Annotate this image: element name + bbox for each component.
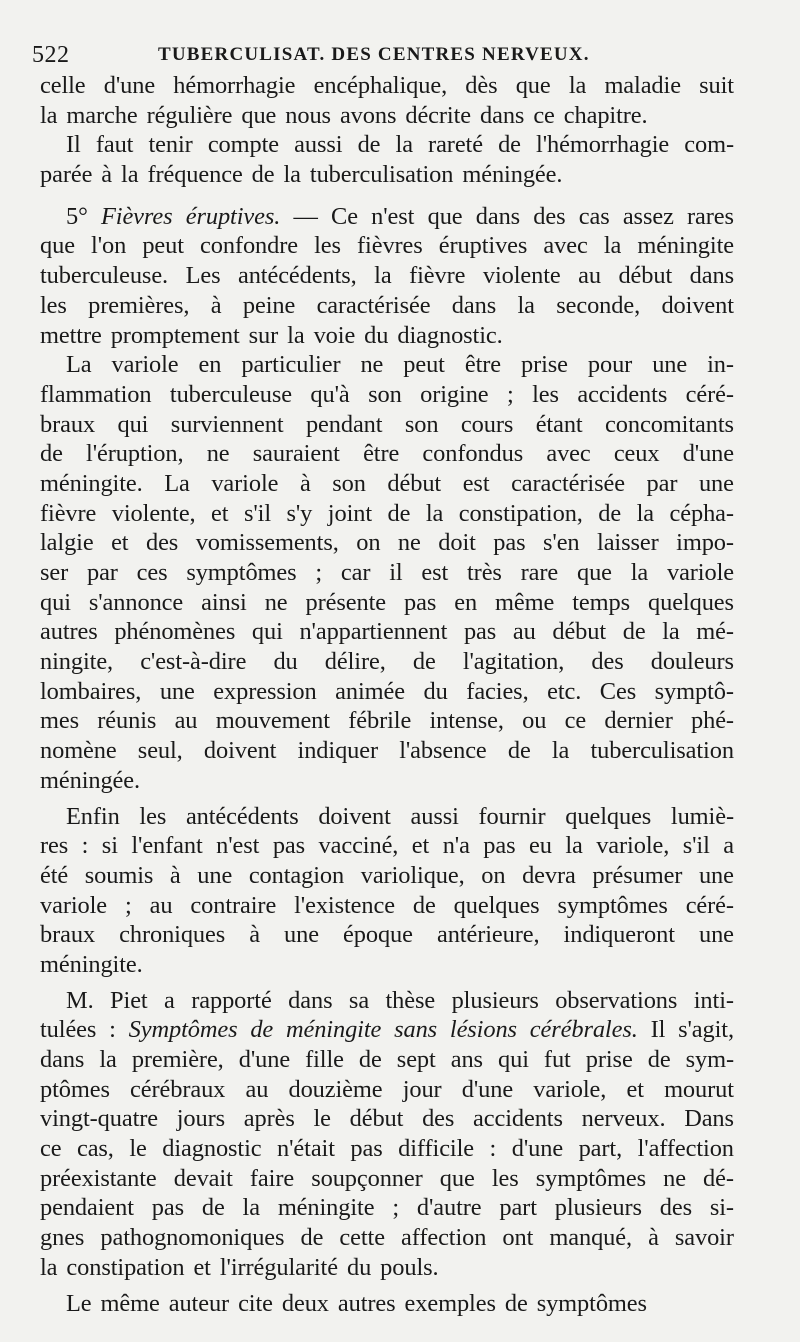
text-line: méningite. La variole à son début est caractérisée par une xyxy=(40,469,734,497)
text-line: vingt-quatre jours après le début des accidents nerveux. Dans xyxy=(40,1105,734,1133)
text-line: mes réunis au mouvement fébrile intense, ou ce dernier phé- xyxy=(40,707,734,735)
text-line: M. Piet a rapporté dans sa thèse plusieurs observations inti- xyxy=(66,986,734,1014)
text-line: la marche régulière que nous avons décrite dans ce chapitre. xyxy=(40,101,648,129)
running-head xyxy=(32,40,760,70)
text-line: ce cas, le diagnostic n'était pas difficile : d'une part, l'affection xyxy=(40,1135,734,1163)
text-line: nomène seul, doivent indiquer l'absence de la tuberculisation xyxy=(40,737,734,765)
text-line: 5° Fièvres éruptives. — Ce n'est que dans des cas assez rares xyxy=(66,202,734,230)
text-line: que l'on peut confondre les fièvres éruptives avec la méningite xyxy=(40,232,734,260)
text-line: gnes pathognomoniques de cette affection ont manqué, à savoir xyxy=(40,1224,734,1252)
text-line: de l'éruption, ne sauraient être confondus avec ceux d'une xyxy=(40,440,734,468)
page-number: 522 xyxy=(32,42,70,68)
text-line: autres phénomènes qui n'appartiennent pas au début de la mé- xyxy=(40,618,734,646)
text-line: braux qui surviennent pendant son cours étant concomitants xyxy=(40,410,734,438)
text-line: lalgie et des vomissements, on ne doit pas s'en laisser impo- xyxy=(40,529,734,557)
text-line: ser par ces symptômes ; car il est très rare que la variole xyxy=(40,559,734,586)
text-line: Le même auteur cite deux autres exemples de symptômes xyxy=(66,1289,647,1317)
text-line: préexistante devait faire soupçonner que les symptômes ne dé- xyxy=(40,1164,734,1192)
text-line: Il faut tenir compte aussi de la rareté de l'hémorrhagie com- xyxy=(66,131,734,159)
paragraph xyxy=(40,202,734,350)
text-line: parée à la fréquence de la tuberculisation méningée. xyxy=(40,161,563,189)
text-line: tuberculeuse. Les antécédents, la fièvre violente au début dans xyxy=(40,262,734,290)
text-line: La variole en particulier ne peut être prise pour une in- xyxy=(66,351,734,379)
text-line: celle d'une hémorrhagie encéphalique, dès que la maladie suit xyxy=(40,72,734,99)
text-line: braux chroniques à une époque antérieure, indiqueront une xyxy=(40,921,734,949)
text-line: ptômes cérébraux au douzième jour d'une variole, et mourut xyxy=(40,1075,734,1103)
text-line: variole ; au contraire l'existence de quelques symptômes céré- xyxy=(40,891,734,919)
text-line: qui s'annonce ainsi ne présente pas en même temps quelques xyxy=(40,588,734,616)
text-line: res : si l'enfant n'est pas vacciné, et n'a pas eu la variole, s'il a xyxy=(40,832,734,860)
text-line: été soumis à une contagion variolique, on devra présumer une xyxy=(40,861,734,889)
running-title: TUBERCULISAT. DES CENTRES NERVEUX. xyxy=(158,44,590,65)
paragraph xyxy=(40,71,734,130)
text-line: dans la première, d'une fille de sept ans qui fut prise de sym- xyxy=(40,1046,734,1073)
text-line: mettre promptement sur la voie du diagnostic. xyxy=(40,321,503,349)
paragraph xyxy=(40,350,734,795)
text-line: fièvre violente, et s'il s'y joint de la constipation, de la cépha- xyxy=(40,499,734,527)
text-line: la constipation et l'irrégularité du pouls. xyxy=(40,1253,439,1281)
paragraph xyxy=(40,130,734,189)
text-line: tulées : Symptômes de méningite sans lésions cérébrales. Il s'agit, xyxy=(40,1016,734,1044)
text-line: méningite. xyxy=(40,950,143,978)
body-text xyxy=(40,71,734,1318)
text-line: pendaient pas de la méningite ; d'autre part plusieurs des si- xyxy=(40,1194,734,1222)
text-line: flammation tuberculeuse qu'à son origine ; les accidents céré- xyxy=(40,380,734,408)
text-line: ningite, c'est-à-dire du délire, de l'agitation, des douleurs xyxy=(40,648,734,676)
paragraph xyxy=(40,1289,734,1319)
text-line: lombaires, une expression animée du facies, etc. Ces symptô- xyxy=(40,677,734,705)
paragraph xyxy=(40,986,734,1283)
paragraph xyxy=(40,802,734,980)
text-line: Enfin les antécédents doivent aussi fournir quelques lumiè- xyxy=(66,802,734,830)
text-line: méningée. xyxy=(40,766,141,794)
text-line: les premières, à peine caractérisée dans la seconde, doivent xyxy=(40,291,734,319)
